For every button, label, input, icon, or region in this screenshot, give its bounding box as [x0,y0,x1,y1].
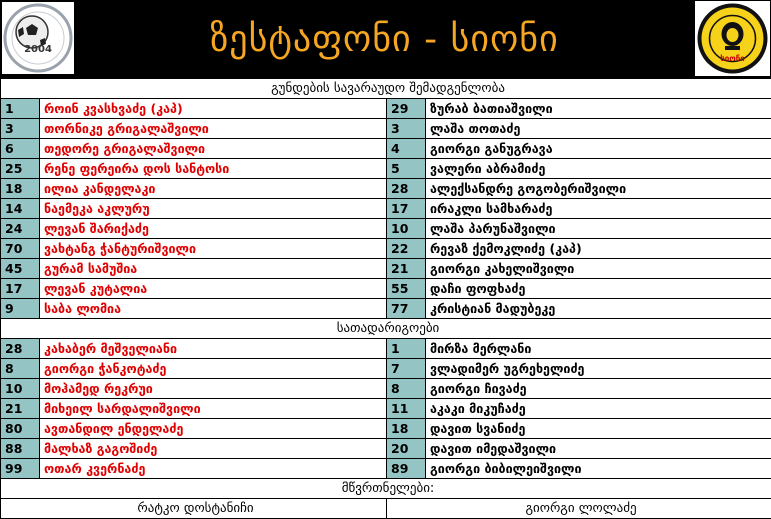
section-title: სათადარიგოები [1,319,771,339]
home-player-name: მიხეილ სარდალიშვილი [40,399,387,419]
player-row [1,359,771,379]
away-player-name: მირზა მერლანი [426,339,771,359]
away-player-name: ალექსანდრე გოგობერიშვილი [426,179,771,199]
player-row [1,379,771,399]
lion-crest-icon [695,1,770,76]
home-player-name: რენე ფერეირა დოს სანტოსი [40,159,387,179]
away-number: 22 [387,239,426,259]
away-player-name: ლაშა პარუნაშვილი [426,219,771,239]
away-player-name: გიორგი ჩივაძე [426,379,771,399]
home-number: 45 [1,259,40,279]
home-number: 70 [1,239,40,259]
home-player-name: გიორგი ჭანკოტაძე [40,359,387,379]
away-number: 5 [387,159,426,179]
home-number: 17 [1,279,40,299]
away-number: 21 [387,259,426,279]
away-player-name: ვლადიმერ უგრეხელიძე [426,359,771,379]
player-row [1,399,771,419]
player-row [1,139,771,159]
home-number: 10 [1,379,40,399]
section-header-lineup [1,79,771,99]
home-number: 3 [1,119,40,139]
page-title: ზესტაფონი - სიონი [76,0,693,78]
player-row [1,459,771,479]
away-player-name: კრისტიან მადუბეკე [426,299,771,319]
home-number: 25 [1,159,40,179]
home-player-name: კახაბერ მეშველიანი [40,339,387,359]
player-row [1,419,771,439]
away-player-name: აკაკი მიკუჩაძე [426,399,771,419]
logo-name: სიონი [720,54,745,63]
player-row [1,119,771,139]
player-row [1,239,771,259]
away-player-name: დაჩი ფოფხაძე [426,279,771,299]
home-number: 88 [1,439,40,459]
home-player-name: ლევან კუტალია [40,279,387,299]
home-player-name: მოჰამედ რეკრუი [40,379,387,399]
logo-year: 2004 [24,44,52,55]
home-number: 1 [1,99,40,119]
player-row [1,339,771,359]
home-player-name: ვახტანგ ჭანტურიშვილი [40,239,387,259]
player-row [1,259,771,279]
away-number: 77 [387,299,426,319]
away-player-name: დავით სვანიძე [426,419,771,439]
sioni-logo [695,1,770,76]
player-row [1,159,771,179]
home-number: 18 [1,179,40,199]
home-number: 99 [1,459,40,479]
lineups-table [0,78,771,519]
home-player-name: მალხაზ გაგოშიძე [40,439,387,459]
away-player-name: ირაკლი სამხარაძე [426,199,771,219]
home-player-name: ნაემეკა აკლურუ [40,199,387,219]
home-number: 28 [1,339,40,359]
page-header [0,0,771,78]
section-title: გუნდების სავარაუდო შემადგენლობა [1,79,771,99]
home-player-name: თორნიკე გრიგალაშვილი [40,119,387,139]
home-number: 21 [1,399,40,419]
home-player-name: ილია კანდელაკი [40,179,387,199]
home-player-name: ოთარ კვერნაძე [40,459,387,479]
home-player-name: თედორე გრიგალაშვილი [40,139,387,159]
player-row [1,99,771,119]
away-number: 20 [387,439,426,459]
home-coach-name: რატკო დოსტანიჩი [1,499,387,519]
away-player-name: გიორგი განუგრავა [426,139,771,159]
player-row [1,279,771,299]
player-row [1,199,771,219]
away-player-name: რევაზ ქემოკლიძე (კაპ) [426,239,771,259]
away-number: 7 [387,359,426,379]
away-player-name: ზურაბ ბათიაშვილი [426,99,771,119]
away-number: 89 [387,459,426,479]
player-row [1,219,771,239]
home-number: 14 [1,199,40,219]
away-number: 10 [387,219,426,239]
section-header-coaches [1,479,771,499]
home-player-name: საბა ლომია [40,299,387,319]
away-number: 17 [387,199,426,219]
away-player-name: გიორგი ბიბილეიშვილი [426,459,771,479]
away-number: 11 [387,399,426,419]
coaches-row [1,499,771,519]
away-number: 18 [387,419,426,439]
away-number: 4 [387,139,426,159]
away-number: 3 [387,119,426,139]
home-number: 80 [1,419,40,439]
away-coach-name: გიორგი ლოლაძე [387,499,771,519]
away-number: 29 [387,99,426,119]
away-number: 8 [387,379,426,399]
home-number: 6 [1,139,40,159]
player-row [1,439,771,459]
player-row [1,299,771,319]
away-player-name: დავით იმედაშვილი [426,439,771,459]
away-player-name: ვალერი აბრამიძე [426,159,771,179]
home-number: 24 [1,219,40,239]
away-number: 55 [387,279,426,299]
away-player-name: ლაშა თოთაძე [426,119,771,139]
home-player-name: გურამ სამუშია [40,259,387,279]
away-number: 1 [387,339,426,359]
away-number: 28 [387,179,426,199]
home-player-name: ავთანდილ ენდელაძე [40,419,387,439]
soccer-ball-icon [2,2,74,74]
player-row [1,179,771,199]
home-number: 9 [1,299,40,319]
section-title: მწვრთნელები: [1,479,771,499]
home-player-name: ლევან შარიქაძე [40,219,387,239]
section-header-subs [1,319,771,339]
home-player-name: როინ კვასხვაძე (კაპ) [40,99,387,119]
home-number: 8 [1,359,40,379]
away-player-name: გიორგი კახელიშვილი [426,259,771,279]
zestafoni-logo [2,2,74,74]
